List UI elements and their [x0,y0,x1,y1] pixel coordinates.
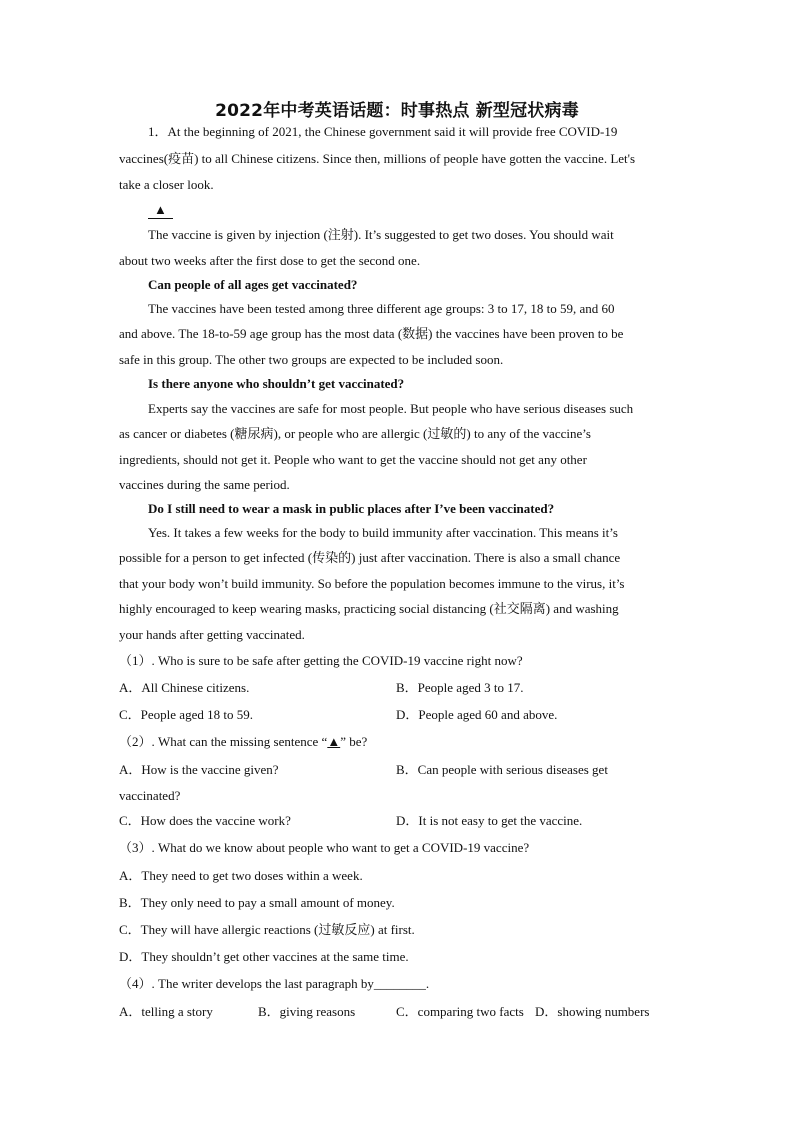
section-heading: Can people of all ages get vaccinated? [148,277,358,292]
option-a: A．How is the vaccine given? [119,762,279,777]
question-stem-2 [119,734,679,750]
passage-line: and above. The 18-to-59 age group has the most data (数据) the vaccines have been proven to be [119,326,624,341]
option-b-continued: vaccinated? [119,788,181,803]
passage-line: as cancer or diabetes (糖尿病), or people who are allergic (过敏的) to any of the vaccine’s [119,426,591,441]
stem-text: ” be? [340,734,368,749]
passage-line: your hands after getting vaccinated. [119,627,305,642]
option-c: C．They will have allergic reactions (过敏反应) at first. [119,922,415,937]
passage-line: take a closer look. [119,177,214,192]
passage-line: ingredients, should not get it. People who want to get the vaccine should not get any other [119,452,587,467]
option-b: B．They only need to pay a small amount of money. [119,895,395,910]
section-heading: Do I still need to wear a mask in public places after I’ve been vaccinated? [148,501,555,516]
option-d: D．showing numbers [535,1004,650,1019]
stem-text: （2）. What can the missing sentence “ [119,734,328,749]
passage-line: The vaccine is given by injection (注射). It’s suggested to get two doses. You should wait [148,227,614,242]
option-b: B．giving reasons [258,1004,356,1019]
passage-line: about two weeks after the first dose to get the second one. [119,253,421,268]
passage-line: vaccines(疫苗) to all Chinese citizens. Since then, millions of people have gotten the vaccine. Let's [119,151,636,166]
passage-line: The vaccines have been tested among three different age groups: 3 to 17, 18 to 59, and 60 [148,301,615,316]
option-d: D．People aged 60 and above. [396,707,558,722]
option-d: D．It is not easy to get the vaccine. [396,813,583,828]
passage-line: Experts say the vaccines are safe for most people. But people who have serious diseases such [148,401,634,416]
option-b: B．Can people with serious diseases get [396,762,608,777]
option-a: A．All Chinese citizens. [119,680,250,695]
option-b: B．People aged 3 to 17. [396,680,524,695]
option-c: C．People aged 18 to 59. [119,707,253,722]
passage-line: safe in this group. The other two groups are expected to be included soon. [119,352,504,367]
blank-marker: ▲ [148,202,173,219]
option-d: D．They shouldn’t get other vaccines at the same time. [119,949,409,964]
passage-line: vaccines during the same period. [119,477,290,492]
option-c: C．How does the vaccine work? [119,813,291,828]
page-title: 2022年中考英语话题：时事热点 新型冠状病毒 [215,101,579,121]
passage-line: 1．At the beginning of 2021, the Chinese government said it will provide free COVID-19 [148,124,618,139]
passage-line: that your body won’t build immunity. So before the population becomes immune to the virus, it’s [119,576,625,591]
passage-line: Yes. It takes a few weeks for the body to build immunity after vaccination. This means it’s [148,525,618,540]
question-stem-4: （4）. The writer develops the last paragraph by________. [119,976,430,991]
option-a: A．They need to get two doses within a week. [119,868,363,883]
missing-sentence-blank [148,202,678,219]
question-stem-1: （1）. Who is sure to be safe after getting the COVID-19 vaccine right now? [119,653,523,668]
option-a: A．telling a story [119,1004,213,1019]
passage-line: highly encouraged to keep wearing masks, practicing social distancing (社交隔离) and washing [119,601,619,616]
option-c: C．comparing two facts [396,1004,524,1019]
blank-marker: ▲ [327,734,341,749]
passage-line: possible for a person to get infected (传染的) just after vaccination. There is also a small chance [119,550,621,565]
section-heading: Is there anyone who shouldn’t get vaccinated? [148,376,405,391]
question-stem-3: （3）. What do we know about people who want to get a COVID-19 vaccine? [119,840,530,855]
